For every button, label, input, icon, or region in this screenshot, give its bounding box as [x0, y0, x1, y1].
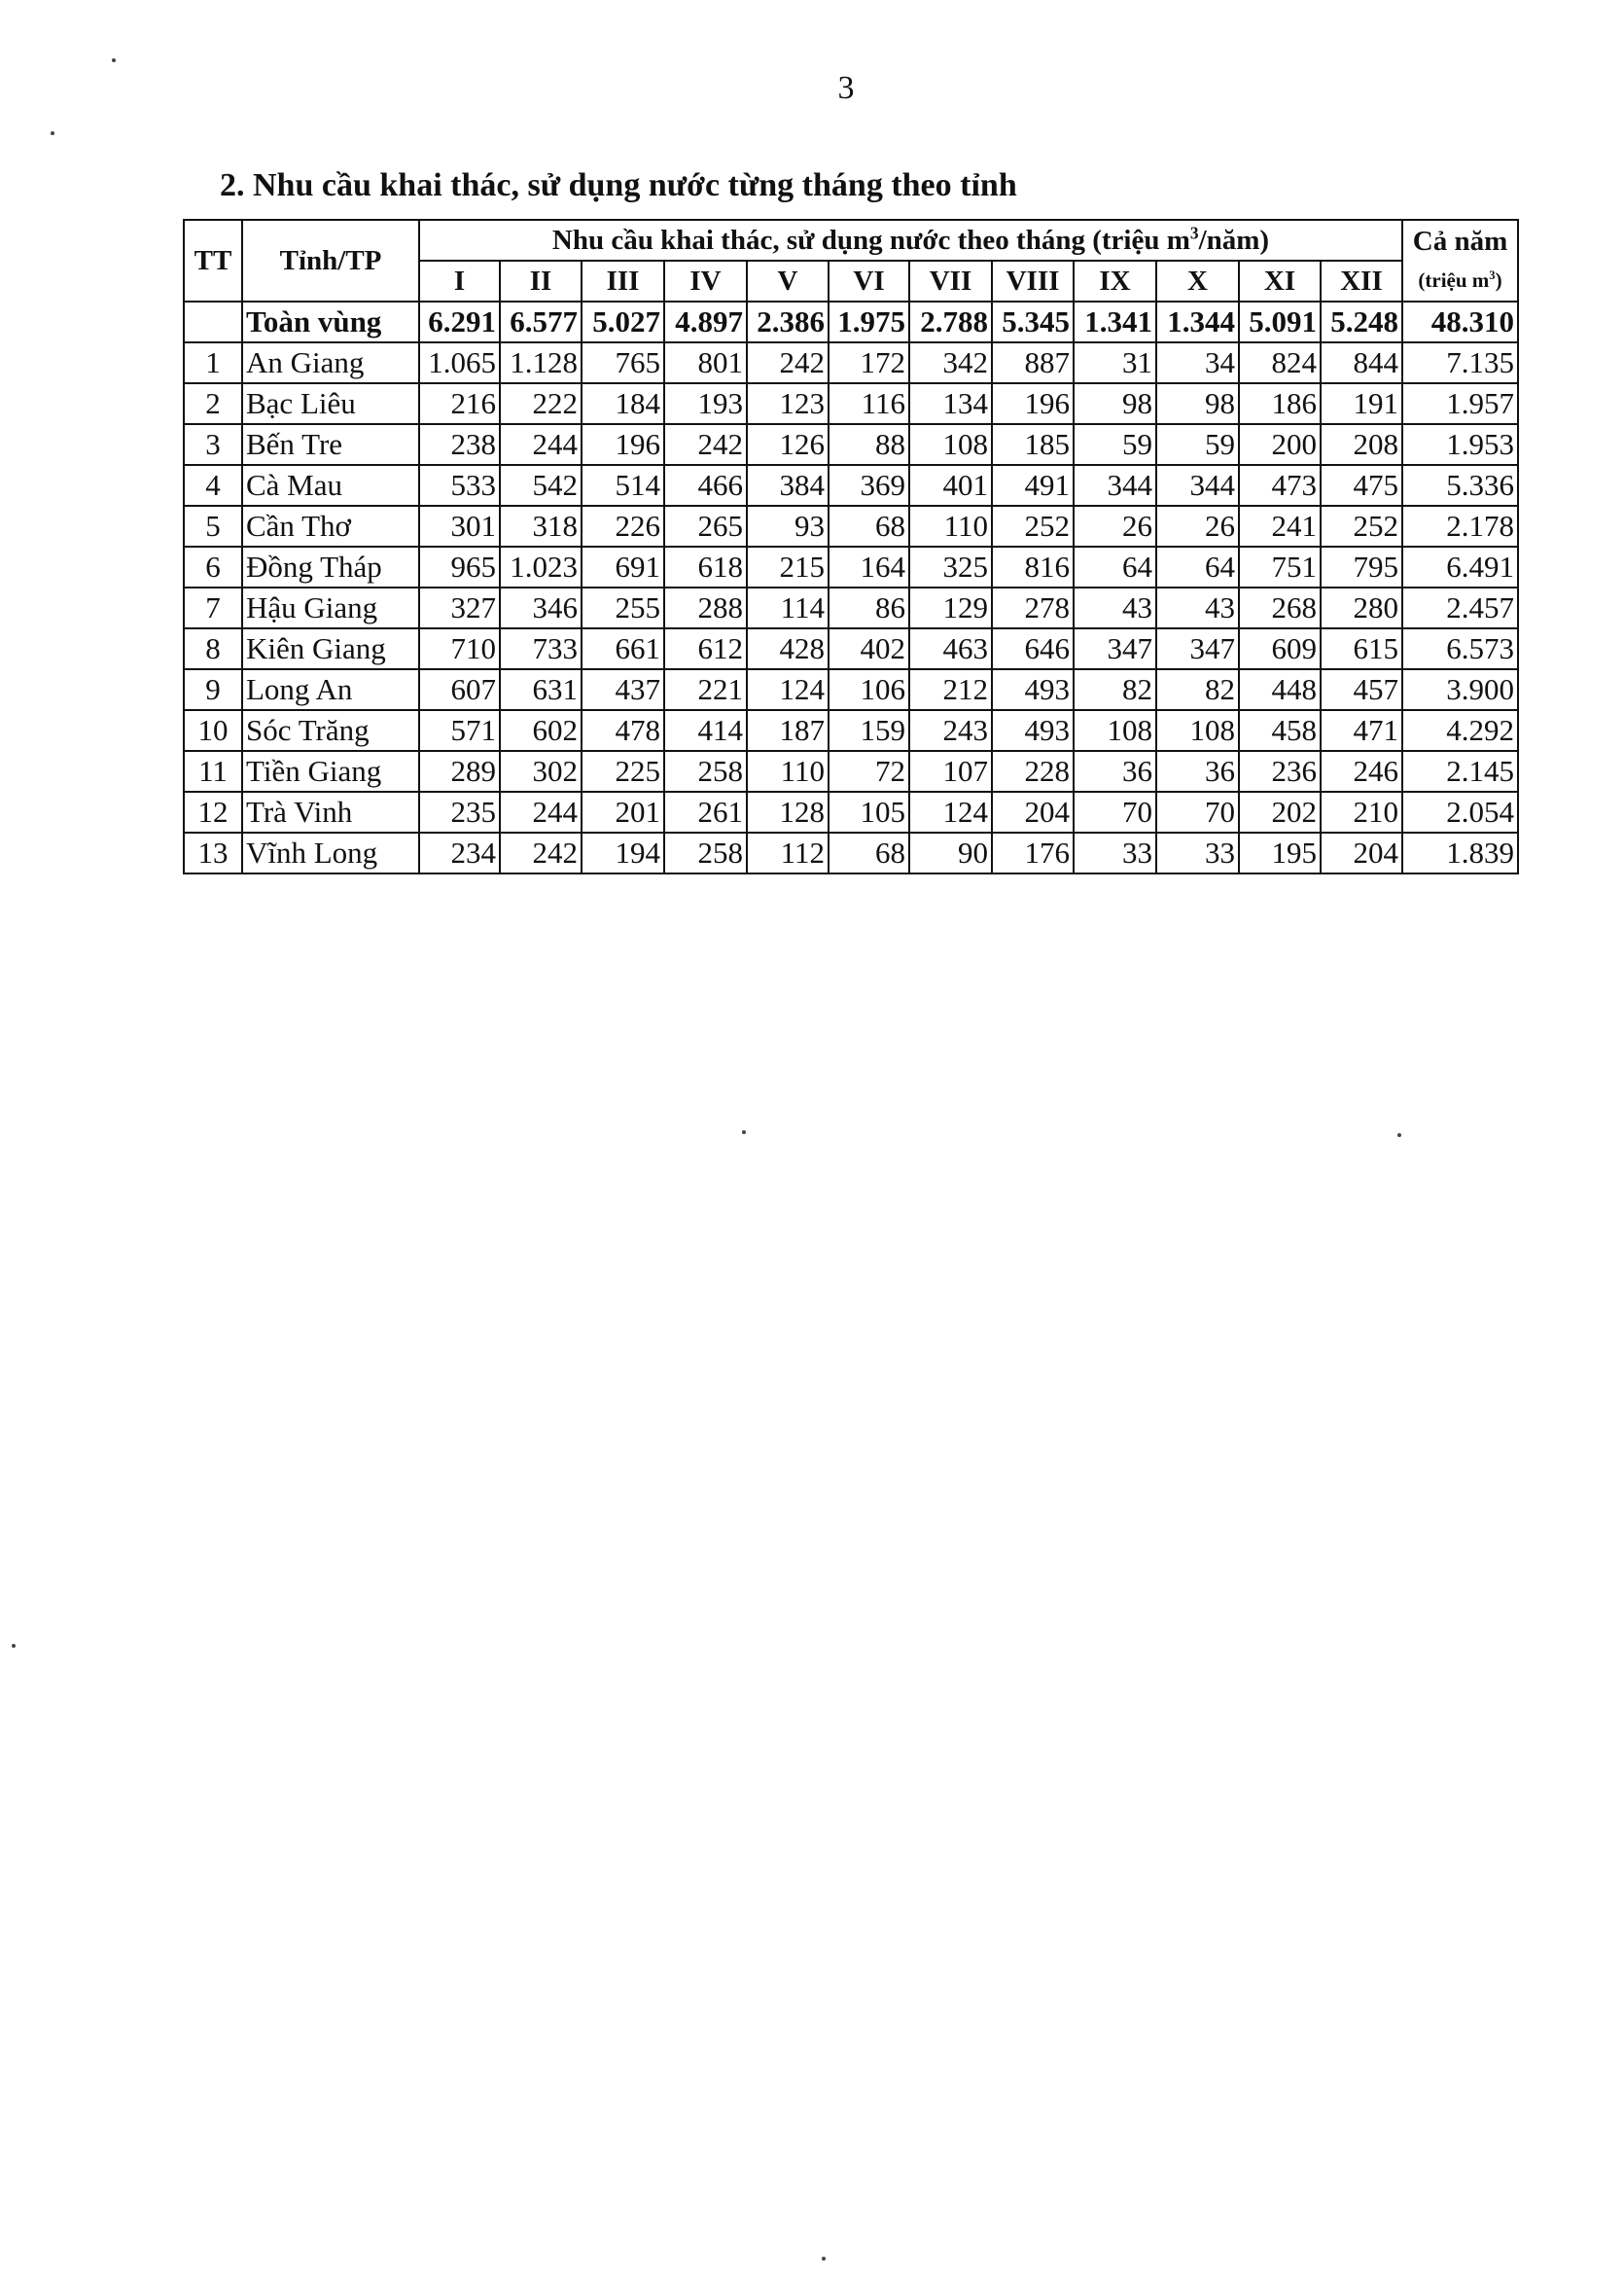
- year-value: 2.178: [1402, 506, 1518, 547]
- province-name: Bạc Liêu: [242, 383, 419, 424]
- month-value: 33: [1074, 833, 1156, 873]
- month-value: 68: [829, 506, 909, 547]
- total-month-value: 5.091: [1239, 302, 1321, 342]
- scan-speck: [112, 58, 116, 62]
- month-value: 646: [992, 628, 1074, 669]
- month-value: 691: [582, 547, 664, 588]
- month-value: 34: [1156, 342, 1239, 383]
- month-value: 437: [582, 669, 664, 710]
- total-month-value: 4.897: [664, 302, 747, 342]
- month-value: 238: [419, 424, 500, 465]
- month-value: 1.128: [500, 342, 582, 383]
- month-value: 82: [1074, 669, 1156, 710]
- month-value: 288: [664, 588, 747, 628]
- month-value: 43: [1074, 588, 1156, 628]
- month-value: 369: [829, 465, 909, 506]
- month-value: 265: [664, 506, 747, 547]
- total-month-value: 1.975: [829, 302, 909, 342]
- month-value: 242: [747, 342, 829, 383]
- month-value: 226: [582, 506, 664, 547]
- month-value: 98: [1156, 383, 1239, 424]
- month-value: 258: [664, 833, 747, 873]
- month-value: 302: [500, 751, 582, 792]
- month-value: 108: [1074, 710, 1156, 751]
- month-value: 325: [909, 547, 992, 588]
- month-value: 123: [747, 383, 829, 424]
- month-value: 710: [419, 628, 500, 669]
- table-row: [184, 833, 1518, 873]
- row-number: 11: [184, 751, 242, 792]
- year-value: 4.292: [1402, 710, 1518, 751]
- month-value: 228: [992, 751, 1074, 792]
- month-value: 31: [1074, 342, 1156, 383]
- month-value: 234: [419, 833, 500, 873]
- month-value: 457: [1321, 669, 1402, 710]
- month-value: 186: [1239, 383, 1321, 424]
- province-name: Vĩnh Long: [242, 833, 419, 873]
- month-value: 88: [829, 424, 909, 465]
- table-body: [184, 302, 1518, 873]
- row-number: 6: [184, 547, 242, 588]
- month-value: 751: [1239, 547, 1321, 588]
- month-value: 401: [909, 465, 992, 506]
- month-value: 114: [747, 588, 829, 628]
- month-value: 129: [909, 588, 992, 628]
- month-value: 258: [664, 751, 747, 792]
- month-value: 661: [582, 628, 664, 669]
- month-value: 246: [1321, 751, 1402, 792]
- province-name: Cà Mau: [242, 465, 419, 506]
- month-value: 124: [747, 669, 829, 710]
- table-row: [184, 424, 1518, 465]
- year-value: 6.573: [1402, 628, 1518, 669]
- month-value: 243: [909, 710, 992, 751]
- table-row: [184, 628, 1518, 669]
- month-value: 43: [1156, 588, 1239, 628]
- month-value: 244: [500, 424, 582, 465]
- month-header-10: X: [1156, 261, 1239, 302]
- total-month-value: 2.788: [909, 302, 992, 342]
- group-header-suffix: /năm): [1198, 225, 1270, 256]
- month-value: 72: [829, 751, 909, 792]
- month-value: 36: [1156, 751, 1239, 792]
- month-value: 602: [500, 710, 582, 751]
- month-value: 816: [992, 547, 1074, 588]
- scan-speck: [742, 1130, 746, 1134]
- year-value: 7.135: [1402, 342, 1518, 383]
- row-number: 10: [184, 710, 242, 751]
- total-month-value: 5.248: [1321, 302, 1402, 342]
- table-row: [184, 383, 1518, 424]
- row-number: 8: [184, 628, 242, 669]
- month-value: 235: [419, 792, 500, 833]
- month-value: 327: [419, 588, 500, 628]
- month-value: 210: [1321, 792, 1402, 833]
- month-header-7: VII: [909, 261, 992, 302]
- month-header-11: XI: [1239, 261, 1321, 302]
- month-header-4: IV: [664, 261, 747, 302]
- month-value: 473: [1239, 465, 1321, 506]
- total-month-value: 6.577: [500, 302, 582, 342]
- month-value: 347: [1074, 628, 1156, 669]
- annual-header-line1: Cả năm: [1412, 226, 1508, 257]
- total-month-value: 1.341: [1074, 302, 1156, 342]
- province-name: Long An: [242, 669, 419, 710]
- month-value: 134: [909, 383, 992, 424]
- month-value: 90: [909, 833, 992, 873]
- month-value: 70: [1074, 792, 1156, 833]
- month-value: 795: [1321, 547, 1402, 588]
- month-value: 107: [909, 751, 992, 792]
- month-value: 301: [419, 506, 500, 547]
- table-row: [184, 506, 1518, 547]
- total-month-value: 2.386: [747, 302, 829, 342]
- month-value: 318: [500, 506, 582, 547]
- month-value: 471: [1321, 710, 1402, 751]
- month-value: 208: [1321, 424, 1402, 465]
- row-number: 3: [184, 424, 242, 465]
- month-value: 221: [664, 669, 747, 710]
- month-value: 384: [747, 465, 829, 506]
- row-number: 1: [184, 342, 242, 383]
- month-value: 428: [747, 628, 829, 669]
- row-number: 13: [184, 833, 242, 873]
- year-value: 3.900: [1402, 669, 1518, 710]
- month-value: 824: [1239, 342, 1321, 383]
- month-value: 26: [1074, 506, 1156, 547]
- month-value: 491: [992, 465, 1074, 506]
- month-value: 493: [992, 669, 1074, 710]
- table-row: [184, 669, 1518, 710]
- row-number: 4: [184, 465, 242, 506]
- month-value: 193: [664, 383, 747, 424]
- annual-header-unit-suffix: ): [1495, 268, 1502, 292]
- month-value: 887: [992, 342, 1074, 383]
- month-value: 82: [1156, 669, 1239, 710]
- month-header-3: III: [582, 261, 664, 302]
- table-row: [184, 547, 1518, 588]
- month-value: 615: [1321, 628, 1402, 669]
- month-header-8: VIII: [992, 261, 1074, 302]
- month-value: 172: [829, 342, 909, 383]
- month-value: 116: [829, 383, 909, 424]
- month-value: 202: [1239, 792, 1321, 833]
- month-value: 68: [829, 833, 909, 873]
- month-value: 571: [419, 710, 500, 751]
- month-value: 244: [500, 792, 582, 833]
- group-header-prefix: Nhu cầu khai thác, sử dụng nước theo tháng (triệu m: [551, 225, 1190, 256]
- month-value: 618: [664, 547, 747, 588]
- month-value: 222: [500, 383, 582, 424]
- month-value: 110: [747, 751, 829, 792]
- month-value: 59: [1156, 424, 1239, 465]
- month-value: 1.065: [419, 342, 500, 383]
- page-number: 3: [837, 70, 855, 106]
- month-header-2: II: [500, 261, 582, 302]
- province-name: Sóc Trăng: [242, 710, 419, 751]
- year-value: 2.054: [1402, 792, 1518, 833]
- month-value: 1.023: [500, 547, 582, 588]
- province-name: Bến Tre: [242, 424, 419, 465]
- month-value: 493: [992, 710, 1074, 751]
- month-value: 463: [909, 628, 992, 669]
- month-value: 289: [419, 751, 500, 792]
- month-value: 801: [664, 342, 747, 383]
- year-value: 1.839: [1402, 833, 1518, 873]
- month-value: 187: [747, 710, 829, 751]
- table-row: [184, 751, 1518, 792]
- month-value: 33: [1156, 833, 1239, 873]
- month-value: 344: [1156, 465, 1239, 506]
- province-name: Tiền Giang: [242, 751, 419, 792]
- month-value: 347: [1156, 628, 1239, 669]
- month-value: 201: [582, 792, 664, 833]
- annual-column-header: [1402, 220, 1518, 302]
- month-value: 402: [829, 628, 909, 669]
- year-value: 6.491: [1402, 547, 1518, 588]
- annual-header-unit-prefix: (triệu m: [1418, 268, 1490, 292]
- month-value: 278: [992, 588, 1074, 628]
- row-number: 2: [184, 383, 242, 424]
- group-header-sup: 3: [1189, 223, 1199, 243]
- month-value: 93: [747, 506, 829, 547]
- month-value: 965: [419, 547, 500, 588]
- month-value: 212: [909, 669, 992, 710]
- scan-speck: [822, 2257, 826, 2261]
- province-name: Cần Thơ: [242, 506, 419, 547]
- month-value: 458: [1239, 710, 1321, 751]
- month-value: 108: [909, 424, 992, 465]
- province-name: Đồng Tháp: [242, 547, 419, 588]
- month-value: 609: [1239, 628, 1321, 669]
- year-value: 2.145: [1402, 751, 1518, 792]
- month-value: 344: [1074, 465, 1156, 506]
- month-value: 59: [1074, 424, 1156, 465]
- month-value: 466: [664, 465, 747, 506]
- month-value: 112: [747, 833, 829, 873]
- table-row: [184, 710, 1518, 751]
- scan-speck: [51, 131, 54, 135]
- month-value: 514: [582, 465, 664, 506]
- year-value: 5.336: [1402, 465, 1518, 506]
- month-value: 844: [1321, 342, 1402, 383]
- province-column-header: Tỉnh/TP: [242, 220, 419, 302]
- month-value: 108: [1156, 710, 1239, 751]
- month-value: 200: [1239, 424, 1321, 465]
- table-row: [184, 792, 1518, 833]
- monthly-demand-group-header: [419, 220, 1402, 261]
- month-value: 242: [664, 424, 747, 465]
- month-value: 631: [500, 669, 582, 710]
- month-header-12: XII: [1321, 261, 1402, 302]
- month-value: 64: [1074, 547, 1156, 588]
- section-heading: 2. Nhu cầu khai thác, sử dụng nước từng tháng theo tỉnh: [220, 167, 1017, 203]
- total-row-label: Toàn vùng: [242, 302, 419, 342]
- annual-header-unit-sup: 3: [1489, 268, 1496, 282]
- province-name: Hậu Giang: [242, 588, 419, 628]
- month-value: 612: [664, 628, 747, 669]
- month-value: 176: [992, 833, 1074, 873]
- month-header-5: V: [747, 261, 829, 302]
- month-value: 128: [747, 792, 829, 833]
- month-value: 733: [500, 628, 582, 669]
- month-value: 255: [582, 588, 664, 628]
- table-row: [184, 342, 1518, 383]
- month-header-6: VI: [829, 261, 909, 302]
- month-value: 216: [419, 383, 500, 424]
- month-value: 414: [664, 710, 747, 751]
- scan-speck: [12, 1644, 16, 1648]
- total-month-value: 1.344: [1156, 302, 1239, 342]
- month-value: 110: [909, 506, 992, 547]
- month-value: 607: [419, 669, 500, 710]
- month-value: 261: [664, 792, 747, 833]
- month-value: 448: [1239, 669, 1321, 710]
- month-value: 241: [1239, 506, 1321, 547]
- year-value: 1.957: [1402, 383, 1518, 424]
- month-value: 478: [582, 710, 664, 751]
- total-month-value: 6.291: [419, 302, 500, 342]
- month-value: 204: [992, 792, 1074, 833]
- month-value: 268: [1239, 588, 1321, 628]
- month-value: 196: [582, 424, 664, 465]
- month-value: 196: [992, 383, 1074, 424]
- total-row-tt-empty: [184, 302, 242, 342]
- month-value: 159: [829, 710, 909, 751]
- month-value: 280: [1321, 588, 1402, 628]
- water-demand-table: [183, 219, 1519, 874]
- province-name: An Giang: [242, 342, 419, 383]
- month-value: 191: [1321, 383, 1402, 424]
- month-value: 542: [500, 465, 582, 506]
- year-value: 1.953: [1402, 424, 1518, 465]
- month-value: 70: [1156, 792, 1239, 833]
- total-year-value: 48.310: [1402, 302, 1518, 342]
- month-value: 215: [747, 547, 829, 588]
- month-value: 346: [500, 588, 582, 628]
- month-value: 26: [1156, 506, 1239, 547]
- tt-column-header: TT: [184, 220, 242, 302]
- month-value: 236: [1239, 751, 1321, 792]
- month-value: 98: [1074, 383, 1156, 424]
- month-value: 252: [992, 506, 1074, 547]
- row-number: 7: [184, 588, 242, 628]
- total-month-value: 5.345: [992, 302, 1074, 342]
- month-value: 124: [909, 792, 992, 833]
- month-value: 184: [582, 383, 664, 424]
- annual-header-line2: [1406, 261, 1514, 300]
- month-value: 106: [829, 669, 909, 710]
- month-value: 86: [829, 588, 909, 628]
- row-number: 9: [184, 669, 242, 710]
- month-value: 36: [1074, 751, 1156, 792]
- month-value: 194: [582, 833, 664, 873]
- province-name: Kiên Giang: [242, 628, 419, 669]
- total-row: [184, 302, 1518, 342]
- month-value: 765: [582, 342, 664, 383]
- table-row: [184, 465, 1518, 506]
- total-month-value: 5.027: [582, 302, 664, 342]
- month-value: 195: [1239, 833, 1321, 873]
- month-value: 225: [582, 751, 664, 792]
- month-value: 204: [1321, 833, 1402, 873]
- table-row: [184, 588, 1518, 628]
- scan-speck: [1397, 1133, 1401, 1137]
- row-number: 12: [184, 792, 242, 833]
- month-value: 242: [500, 833, 582, 873]
- month-header-9: IX: [1074, 261, 1156, 302]
- month-value: 185: [992, 424, 1074, 465]
- year-value: 2.457: [1402, 588, 1518, 628]
- month-header-1: I: [419, 261, 500, 302]
- province-name: Trà Vinh: [242, 792, 419, 833]
- month-value: 105: [829, 792, 909, 833]
- month-value: 533: [419, 465, 500, 506]
- header-row-1: [184, 220, 1518, 261]
- month-value: 126: [747, 424, 829, 465]
- month-value: 342: [909, 342, 992, 383]
- month-value: 252: [1321, 506, 1402, 547]
- row-number: 5: [184, 506, 242, 547]
- month-value: 64: [1156, 547, 1239, 588]
- month-value: 475: [1321, 465, 1402, 506]
- month-value: 164: [829, 547, 909, 588]
